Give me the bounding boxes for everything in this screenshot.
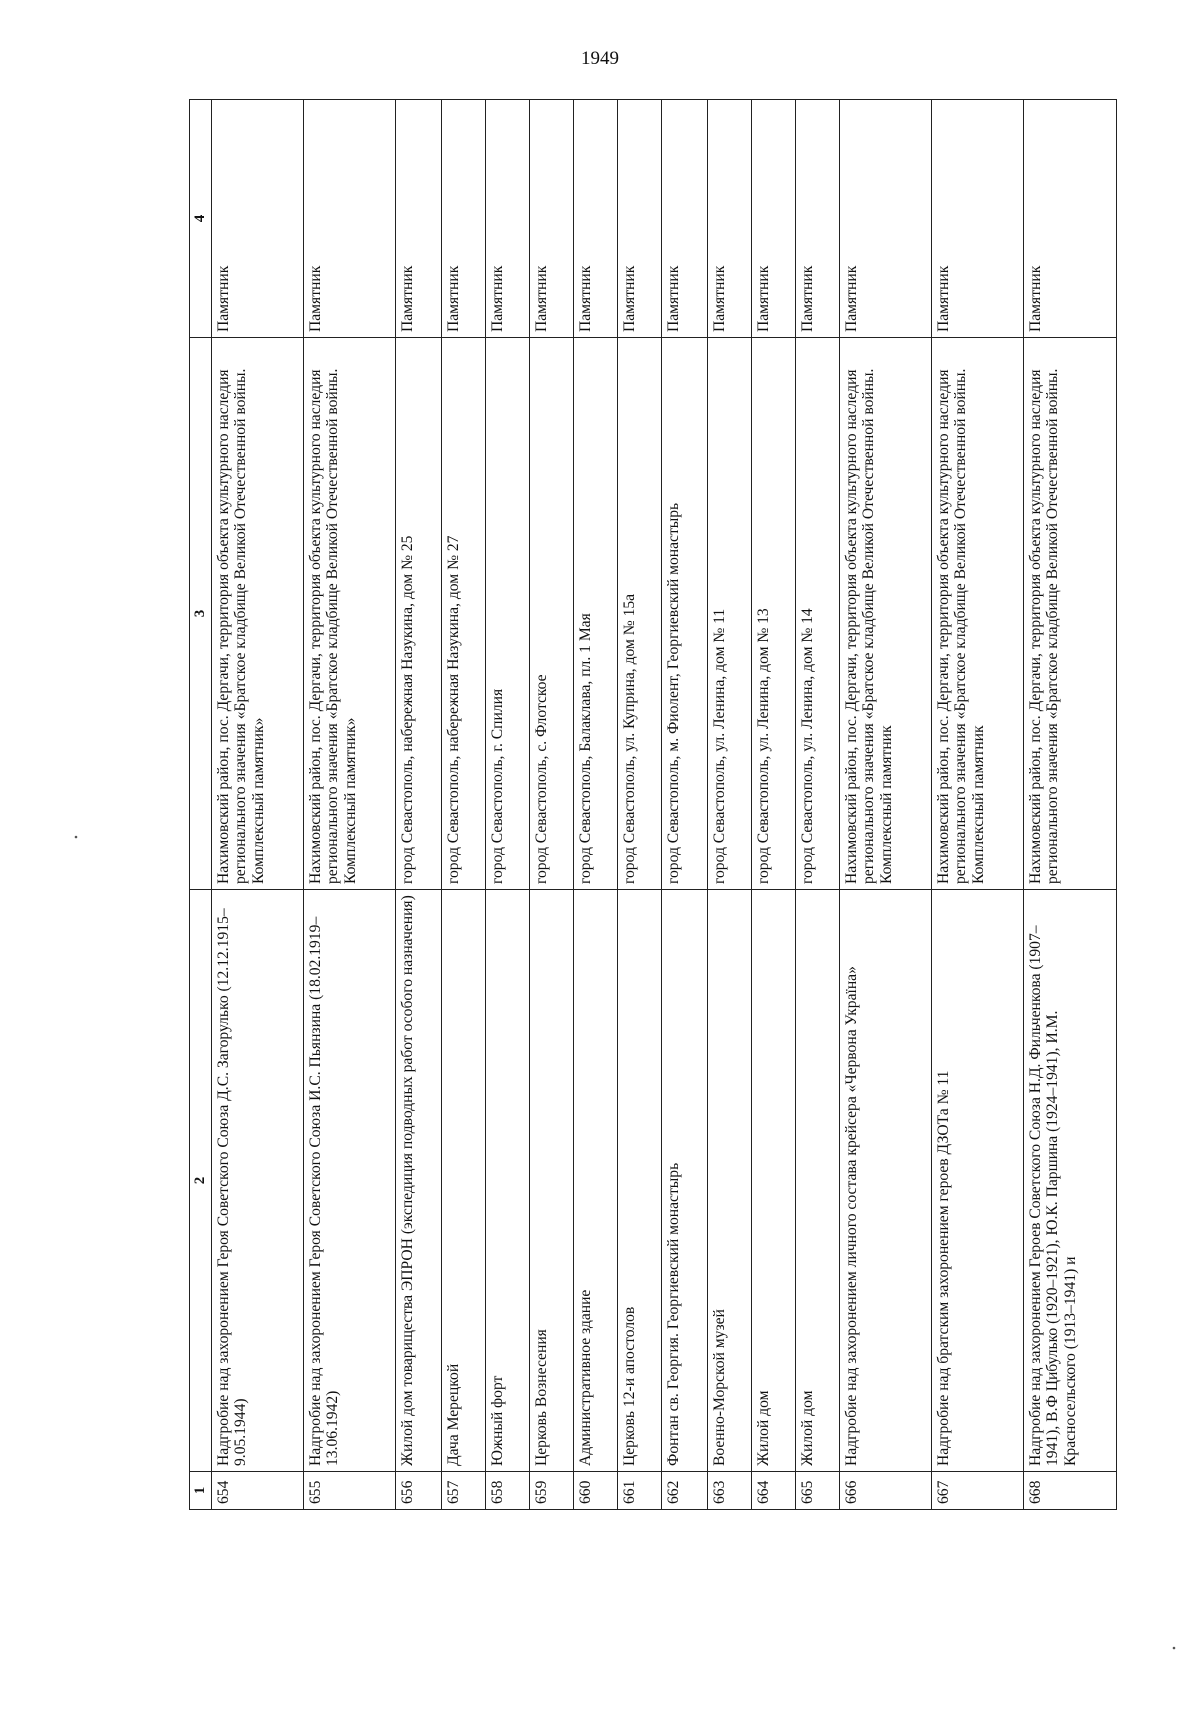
object-category: Памятник (661, 100, 707, 338)
row-number: 668 (1023, 1472, 1116, 1510)
col-number-1: 1 (190, 1472, 212, 1510)
object-category: Памятник (795, 100, 839, 338)
object-category: Памятник (529, 100, 573, 338)
object-name: Церковь 12-и апостолов (617, 890, 661, 1472)
row-number: 667 (931, 1472, 1023, 1510)
page-number: 1949 (581, 48, 619, 69)
object-address: Нахимовский район, пос. Дергачи, территория объекта культурного наследия регионального значения «Братское кладбище Великой Отечественной войны. (1023, 338, 1116, 890)
object-name: Административное здание (573, 890, 617, 1472)
object-category: Памятник (211, 100, 303, 338)
object-address: город Севастополь, ул. Куприна, дом № 15а (617, 338, 661, 890)
object-name: Фонтан св. Георгия. Георгиевский монастырь (661, 890, 707, 1472)
object-address: город Севастополь, с. Флотское (529, 338, 573, 890)
row-number: 665 (795, 1472, 839, 1510)
row-number: 655 (303, 1472, 395, 1510)
row-number: 666 (839, 1472, 931, 1510)
scan-speck (75, 836, 78, 839)
scan-speck (1173, 1647, 1176, 1650)
object-category: Памятник (441, 100, 485, 338)
object-address: Нахимовский район, пос. Дергачи, территория объекта культурного наследия регионального значения «Братское кладбище Великой Отечественной войны. Комплексный памятник (839, 338, 931, 890)
object-name: Дача Мерецкой (441, 890, 485, 1472)
row-number: 656 (395, 1472, 441, 1510)
object-address: город Севастополь, набережная Назукина, дом № 27 (441, 338, 485, 890)
object-category: Памятник (485, 100, 529, 338)
object-name: Церковь Вознесения (529, 890, 573, 1472)
object-address: Нахимовский район, пос. Дергачи, территория объекта культурного наследия регионального значения «Братское кладбище Великой Отечественной войны. Комплексный памятник» (303, 338, 395, 890)
row-number: 659 (529, 1472, 573, 1510)
row-number: 662 (661, 1472, 707, 1510)
object-category: Памятник (617, 100, 661, 338)
object-category: Памятник (1023, 100, 1116, 338)
row-number: 658 (485, 1472, 529, 1510)
object-category: Памятник (395, 100, 441, 338)
object-name: Надгробие над захоронением Героев Советского Союза Н.Д. Фильченкова (1907–1941), В.Ф Цибулько (1920–1921), Ю.К. Паршина (1924–1941), И.М. Красносельского (1913–1941) и (1023, 890, 1116, 1472)
object-name: Военно-Морской музей (707, 890, 751, 1472)
object-name: Южный форт (485, 890, 529, 1472)
object-name: Жилой дом (751, 890, 795, 1472)
object-name: Надгробие над братским захоронением героев ДЗОТа № 11 (931, 890, 1023, 1472)
object-name: Надгробие над захоронением личного состава крейсера «Червона Украïна» (839, 890, 931, 1472)
row-number: 657 (441, 1472, 485, 1510)
object-category: Памятник (839, 100, 931, 338)
object-address: город Севастополь, ул. Ленина, дом № 11 (707, 338, 751, 890)
object-address: город Севастополь, набережная Назукина, дом № 25 (395, 338, 441, 890)
row-number: 661 (617, 1472, 661, 1510)
object-address: город Севастополь, г. Спилия (485, 338, 529, 890)
row-number: 663 (707, 1472, 751, 1510)
object-name: Надгробие над захоронением Героя Советского Союза И.С. Пьянзина (18.02.1919–13.06.1942) (303, 890, 395, 1472)
object-address: город Севастополь, Балаклава, пл. 1 Мая (573, 338, 617, 890)
object-address: Нахимовский район, пос. Дергачи, территория объекта культурного наследия регионального значения «Братское кладбище Великой Отечественной войны. Комплексный памятник» (211, 338, 303, 890)
object-category: Памятник (573, 100, 617, 338)
object-category: Памятник (707, 100, 751, 338)
row-number: 654 (211, 1472, 303, 1510)
object-category: Памятник (751, 100, 795, 338)
object-name: Надгробие над захоронением Героя Советского Союза Д.С. Загорулько (12.12.1915–9.05.1944) (211, 890, 303, 1472)
col-number-4: 4 (190, 100, 212, 338)
object-category: Памятник (303, 100, 395, 338)
object-address: город Севастополь, ул. Ленина, дом № 13 (751, 338, 795, 890)
object-name: Жилой дом (795, 890, 839, 1472)
object-address: Нахимовский район, пос. Дергачи, территория объекта культурного наследия регионального значения «Братское кладбище Великой Отечественной войны. Комплексный памятник (931, 338, 1023, 890)
object-address: город Севастополь, ул. Ленина, дом № 14 (795, 338, 839, 890)
row-number: 660 (573, 1472, 617, 1510)
object-category: Памятник (931, 100, 1023, 338)
object-address: город Севастополь, м. Фиолент, Георгиевский монастырь (661, 338, 707, 890)
object-name: Жилой дом товарищества ЭПРОН (экспедиция подводных работ особого назначения) (395, 890, 441, 1472)
row-number: 664 (751, 1472, 795, 1510)
col-number-3: 3 (190, 338, 212, 890)
col-number-2: 2 (190, 890, 212, 1472)
